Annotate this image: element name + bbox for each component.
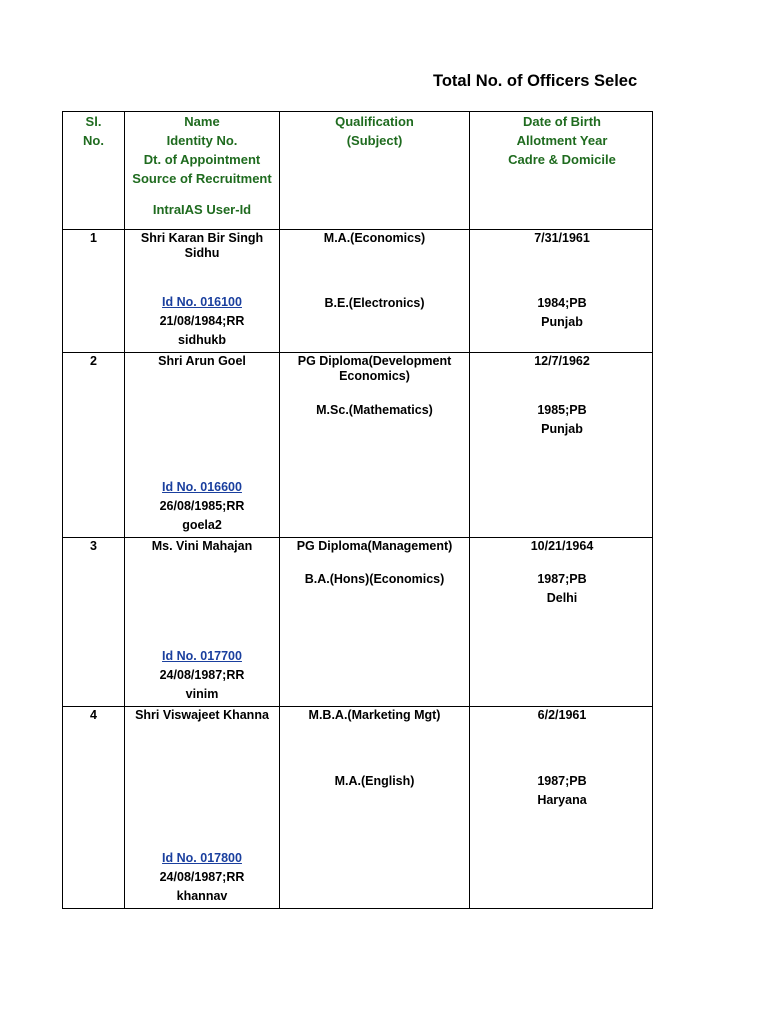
row-3-qual1-line-1: PG Diploma(Management)	[296, 539, 453, 553]
page-title: Total No. of Officers Selec	[433, 72, 638, 90]
row-1-allotment-block	[470, 296, 654, 330]
row-4-dob: 6/2/1961	[537, 708, 587, 722]
row-3-dob: 10/21/1964	[530, 539, 594, 553]
header-identity-line: Identity No.	[166, 133, 238, 148]
header-allotment-line: Allotment Year	[516, 133, 608, 148]
row-divider	[63, 229, 652, 230]
header-appointment-line: Dt. of Appointment	[143, 152, 261, 167]
row-2-appointment: 26/08/1985;RR	[159, 499, 245, 513]
row-4-id-link[interactable]: Id No. 017800	[162, 851, 242, 865]
row-1-allotment: 1984;PB	[537, 296, 587, 310]
row-2-cadre: Punjab	[541, 422, 583, 436]
header-name-line: Name	[184, 114, 220, 129]
header-qualification	[280, 114, 469, 148]
row-3-user-id: vinim	[185, 687, 219, 701]
row-4-id-block	[125, 851, 279, 904]
row-2-name-line-1: Shri Arun Goel	[158, 354, 246, 368]
row-1-qual1-line-1: M.A.(Economics)	[323, 231, 426, 245]
row-2-allotment: 1985;PB	[537, 403, 587, 417]
row-2-qual1-line-1: PG Diploma(Development	[297, 354, 452, 368]
row-2-qual2: M.Sc.(Mathematics)	[316, 403, 433, 417]
header-subject-line: (Subject)	[346, 133, 403, 148]
row-4-allotment: 1987;PB	[537, 774, 587, 788]
row-1-name	[125, 231, 279, 261]
row-1-appointment: 21/08/1984;RR	[159, 314, 245, 328]
row-3-allotment: 1987;PB	[537, 572, 587, 586]
header-cadre-line: Cadre & Domicile	[508, 152, 616, 167]
header-user-id-line: IntraIAS User-Id	[152, 202, 252, 217]
row-3-cadre: Delhi	[546, 591, 578, 605]
row-3-qual1	[280, 539, 469, 554]
row-4-name-line-1: Shri Viswajeet Khanna	[135, 708, 269, 722]
row-4-qual1	[280, 708, 469, 723]
header-no-line: No.	[83, 133, 104, 148]
officers-table	[62, 111, 653, 909]
row-2-qual1-line-2: Economics)	[339, 369, 410, 383]
row-4-qual1-line-1: M.B.A.(Marketing Mgt)	[308, 708, 441, 722]
row-2-sl: 2	[90, 354, 97, 368]
row-3-id-link[interactable]: Id No. 017700	[162, 649, 242, 663]
row-1-name-line-1: Shri Karan Bir Singh	[140, 231, 264, 245]
row-1-qual2: B.E.(Electronics)	[324, 296, 425, 310]
row-2-qual1	[280, 354, 469, 384]
row-1-dob: 7/31/1961	[534, 231, 590, 245]
row-3-qual2: B.A.(Hons)(Economics)	[304, 572, 445, 586]
row-4-user-id: khannav	[176, 889, 228, 903]
header-recruitment-line: Source of Recruitment	[132, 171, 272, 186]
header-sl-no	[63, 114, 124, 148]
row-3-allotment-block	[470, 572, 654, 606]
row-divider	[63, 706, 652, 707]
row-2-dob: 12/7/1962	[534, 354, 590, 368]
row-4-appointment: 24/08/1987;RR	[159, 870, 245, 884]
row-1-user-id: sidhukb	[178, 333, 226, 347]
row-4-qual2: M.A.(English)	[334, 774, 415, 788]
row-3-name-line-1: Ms. Vini Mahajan	[151, 539, 253, 553]
header-sl-line: Sl.	[85, 114, 102, 129]
header-dob	[470, 114, 654, 167]
row-divider	[63, 537, 652, 538]
row-4-sl: 4	[90, 708, 97, 722]
row-4-cadre: Haryana	[537, 793, 587, 807]
row-2-user-id: goela2	[182, 518, 222, 532]
header-name	[125, 114, 279, 217]
row-2-id-block	[125, 480, 279, 533]
row-divider	[63, 352, 652, 353]
row-3-appointment: 24/08/1987;RR	[159, 668, 245, 682]
row-2-id-link[interactable]: Id No. 016600	[162, 480, 242, 494]
row-1-cadre: Punjab	[541, 315, 583, 329]
row-4-name	[125, 708, 279, 723]
row-3-name	[125, 539, 279, 554]
row-3-sl: 3	[90, 539, 97, 553]
header-qualification-line: Qualification	[335, 114, 414, 129]
row-2-name	[125, 354, 279, 369]
row-1-id-block	[125, 295, 279, 348]
row-3-id-block	[125, 649, 279, 702]
row-1-name-line-2: Sidhu	[184, 246, 220, 260]
row-2-allotment-block	[470, 403, 654, 437]
row-1-sl: 1	[90, 231, 97, 245]
row-4-allotment-block	[470, 774, 654, 808]
header-dob-line: Date of Birth	[523, 114, 601, 129]
row-1-qual1	[280, 231, 469, 246]
row-1-id-link[interactable]: Id No. 016100	[162, 295, 242, 309]
